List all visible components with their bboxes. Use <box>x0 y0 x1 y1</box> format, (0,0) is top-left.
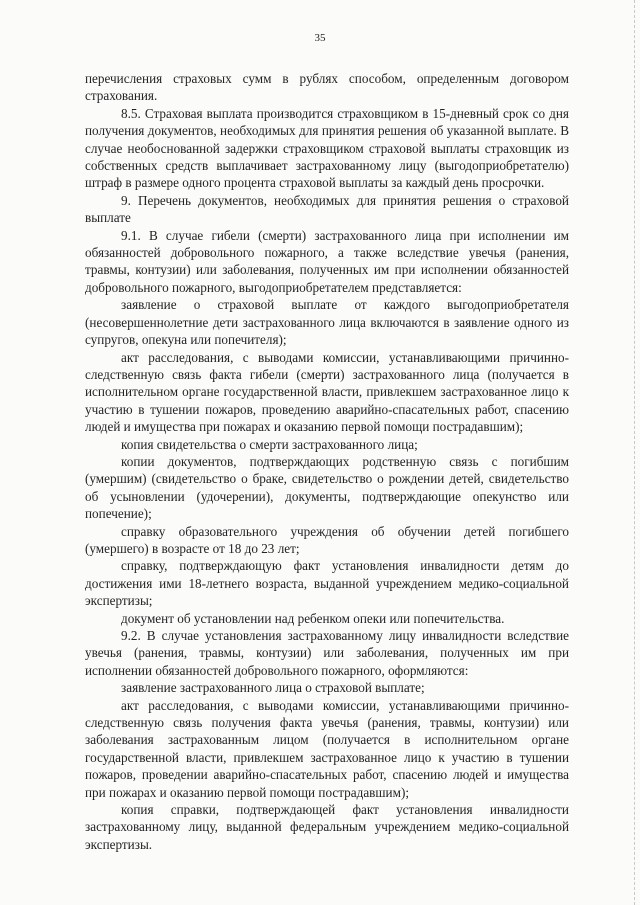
item-disability-certificate-copy: копия справки, подтверждающей факт установления инвалидности застрахованному лицу, выданной федеральным учреждением медико-социальной экспертизы. <box>85 802 569 852</box>
item-insured-application: заявление застрахованного лица о страховой выплате; <box>121 680 425 696</box>
page-number: 35 <box>314 32 326 44</box>
item-guardianship-document: документ об установлении над ребенком опеки или попечительства. <box>121 610 505 626</box>
paragraph-payment-method: перечисления страховых сумм в рублях способом, определенным договором страхования. <box>85 71 569 104</box>
item-kinship-documents: копии документов, подтверждающих родственную связь с погибшим (умершим) (свидетельство о браке, свидетельство о рождении детей, свидетельство об усыновлении (удочерении), документы, подтверждающие опекунство или попечение); <box>85 453 569 522</box>
item-investigation-act-death: акт расследования, с выводами комиссии, устанавливающими причинно-следственную связь факта гибели (смерти) застрахованного лица (получается в исполнительном органе государственной власти, привлекшем застрахованное лицо к участию в тушении пожаров, проведению аварийно-спасательных работ, спасению людей и имущества при пожарах и оказанию первой помощи пострадавшим); <box>85 349 569 435</box>
item-death-certificate-copy: копия свидетельства о смерти застрахованного лица; <box>121 436 418 452</box>
paragraph-8-5-payment-term: 8.5. Страховая выплата производится страховщиком в 15-дневный срок со дня получения документов, необходимых для принятия решения об указанной выплате. В случае необоснованной задержки страховщиком страховой выплаты страховщик из собственных средств выплачивает застрахованному лицу (выгодоприобретателю) штраф в размере одного процента страховой выплаты за каждый день просрочки. <box>85 105 569 191</box>
item-beneficiary-application: заявление о страховой выплате от каждого выгодоприобретателя (несовершеннолетние дети застрахованного лица включаются в заявление одного из супругов, опекуна или попечителя); <box>85 297 569 348</box>
item-education-certificate: справку образовательного учреждения об обучении детей погибшего (умершего) в возрасте от 18 до 23 лет; <box>85 523 569 556</box>
paragraph-9-2-disability-case: 9.2. В случае установления застрахованному лицу инвалидности вследствие увечья (ранения, травмы, контузии) или заболевания, полученных им при исполнении обязанностей добровольного пожарного, оформляются: <box>85 628 569 678</box>
item-children-disability-certificate: справку, подтверждающую факт установления инвалидности детям до достижения ими 18-летнего возраста, выданной учреждением медико-социальной экспертизы; <box>85 558 569 609</box>
body-text <box>85 70 569 853</box>
paragraph-9-1-death-case: 9.1. В случае гибели (смерти) застрахованного лица при исполнении им обязанностей добровольного пожарного, а также вследствие увечья (ранения, травмы, контузии) или заболевания, полученных им при исполнении обязанностей добровольного пожарного, выгодоприобретателем представляется: <box>85 227 569 295</box>
scan-edge-line <box>633 0 635 905</box>
item-investigation-act-injury: акт расследования, с выводами комиссии, устанавливающими причинно-следственную связь получения факта увечья (ранения, травмы, контузии) или заболевания застрахованным лицом (получается в исполнительном органе государственной власти, привлекшем застрахованное лицо к участию в тушении пожаров, проведении аварийно-спасательных работ, спасению людей и имущества при пожарах и оказанию первой помощи пострадавшим); <box>85 697 569 800</box>
paragraph-9-documents-heading: 9. Перечень документов, необходимых для принятия решения о страховой выплате <box>85 192 569 226</box>
